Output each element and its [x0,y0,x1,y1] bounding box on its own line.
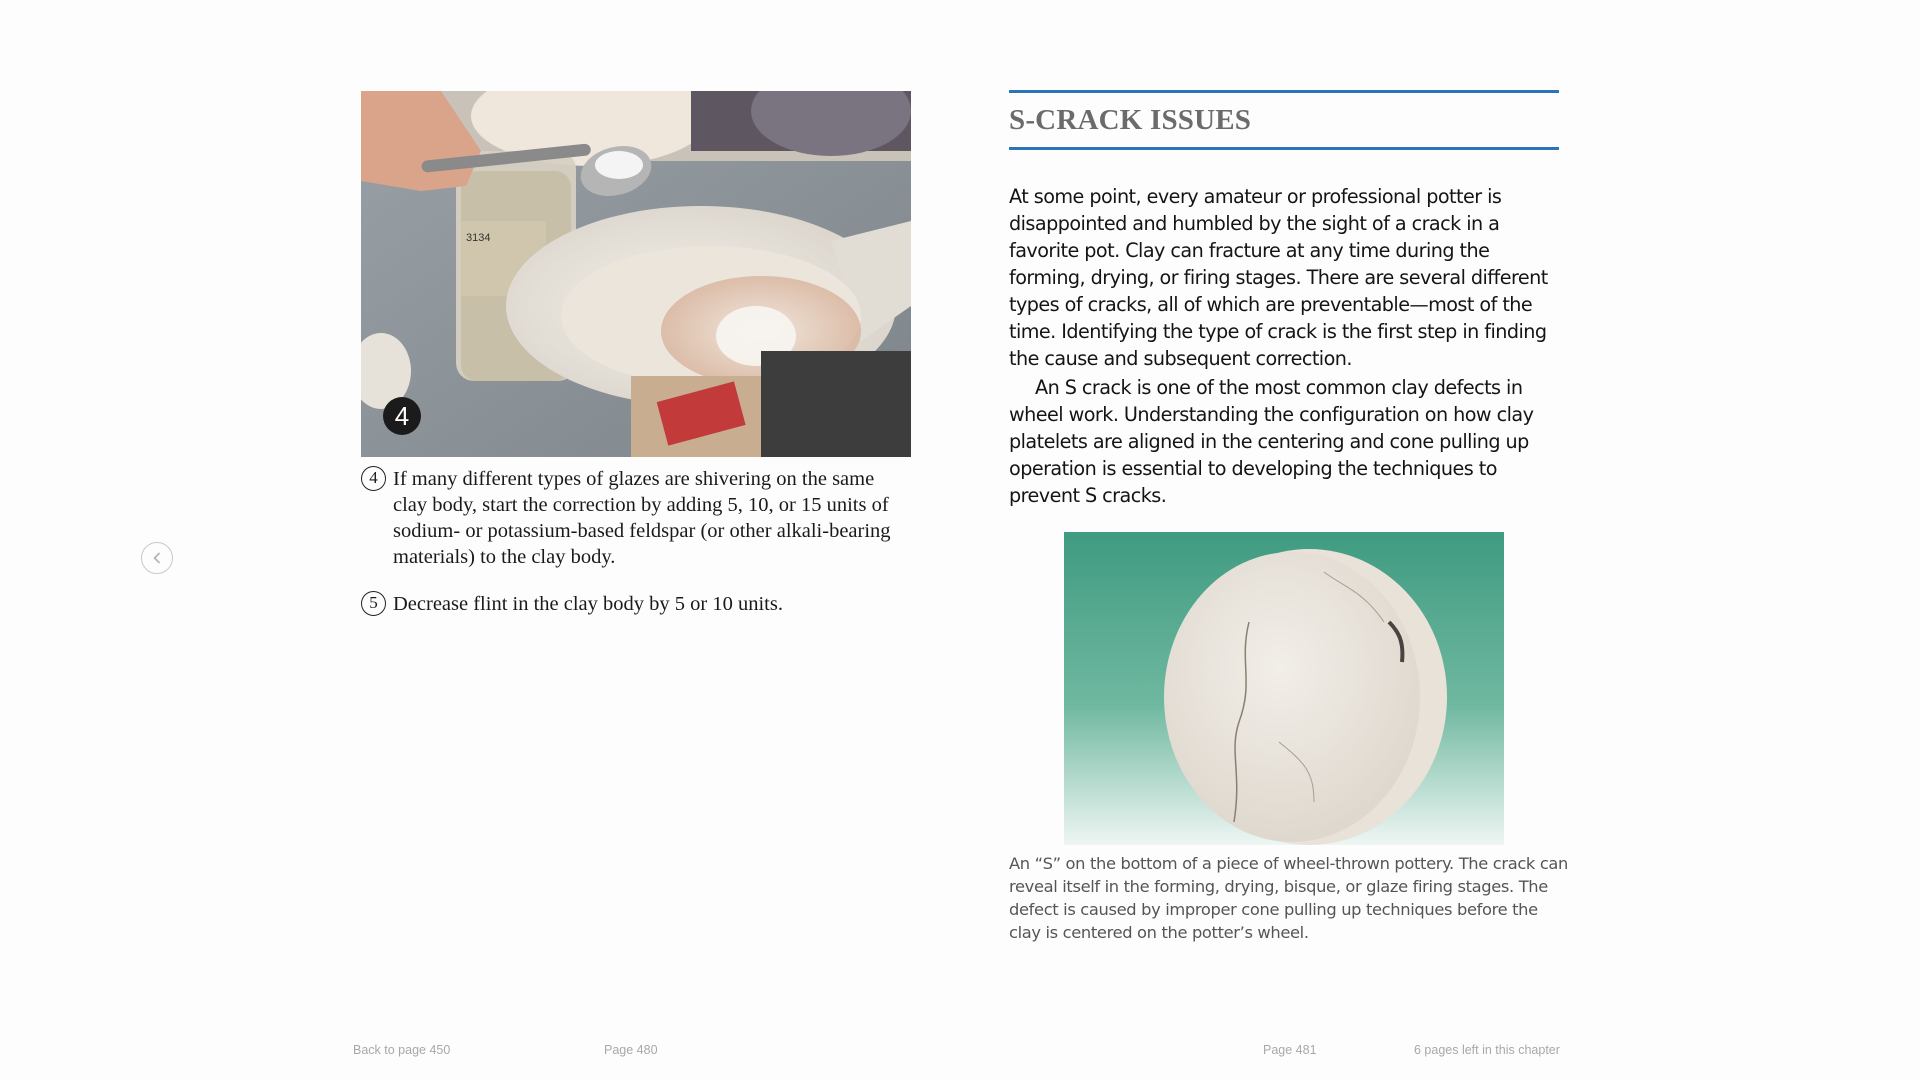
body-text [1009,183,1569,509]
paragraph: At some point, every amateur or professional potter is disappointed and humbled by the sight of a crack in a favorite pot. Clay can fracture at any time during the forming, drying, or firing stages. There are several different types of cracks, all of which are preventable—most of the time. Identifying the type of crack is the first step in finding the cause and subsequent correction. [1009,185,1548,370]
back-to-page-link[interactable]: Back to page 450 [353,1043,451,1057]
step-list [361,466,911,638]
s-crack-photo [1064,532,1504,845]
section-heading: S-CRACK ISSUES [1009,104,1252,136]
photo-illustration [1064,532,1504,845]
section-heading-rule [1009,90,1559,150]
glaze-correction-photo [361,91,911,457]
step-number: 5 [361,591,386,616]
left-page-number: Page 480 [604,1043,658,1057]
step-item [361,466,911,570]
step-text: If many different types of glazes are shivering on the same clay body, start the correction by adding 5, 10, or 15 units of sodium- or potassium-based feldspar (or other alkali-bearing materials) to the clay body. [393,468,891,568]
step-item [361,591,911,617]
step-number: 4 [361,466,386,491]
chevron-left-icon [151,552,163,564]
photo-illustration [361,91,911,457]
paragraph: An S crack is one of the most common clay defects in wheel work. Understanding the configuration on how clay platelets are aligned in the centering and cone pulling up operation is essential to developing the techniques to prevent S cracks. [1009,376,1534,507]
jar-label: 3134 [466,232,491,244]
step-text: Decrease flint in the clay body by 5 or 10 units. [393,593,783,615]
step-4-badge: 4 [383,397,421,435]
back-arrow-button[interactable] [141,542,173,574]
right-page-number: Page 481 [1263,1043,1317,1057]
pages-left-indicator: 6 pages left in this chapter [1414,1043,1560,1057]
photo-caption: An “S” on the bottom of a piece of wheel-thrown pottery. The crack can reveal itself in the forming, drying, bisque, or glaze firing stages. The defect is caused by improper cone pulling up techniques before the clay is centered on the potter’s wheel. [1009,854,1569,942]
